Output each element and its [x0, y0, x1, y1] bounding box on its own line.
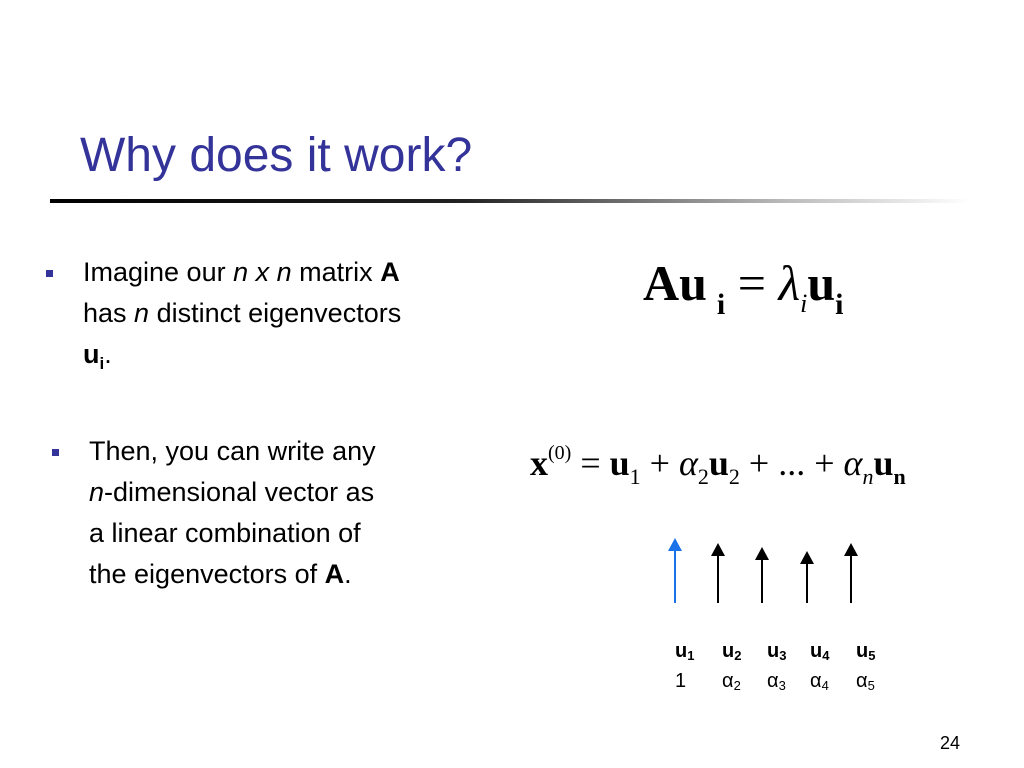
- eigenvector-arrows: [660, 535, 870, 607]
- coef-alpha4: [810, 670, 829, 692]
- label-u1: [675, 640, 694, 662]
- text-run: .: [104, 339, 112, 369]
- eq-sub: n: [862, 464, 874, 489]
- eq-alpha: α: [678, 443, 698, 483]
- eq-u: u: [873, 443, 894, 483]
- bold-matrix-A: A: [380, 257, 400, 287]
- eigen-equation: [643, 254, 844, 321]
- linear-combination-equation: [530, 442, 906, 489]
- page-number: 24: [940, 733, 961, 753]
- text-run: Imagine our: [83, 257, 234, 287]
- eq-sub-i: i: [716, 288, 726, 321]
- bold-u: u: [83, 339, 100, 369]
- label-u: u: [675, 640, 688, 662]
- text-run: -dimensional vector as: [104, 477, 375, 507]
- subscript-i: i: [99, 354, 105, 373]
- text-run: the eigenvectors of: [89, 559, 325, 589]
- label-u: u: [810, 640, 823, 662]
- eq-A: A: [643, 255, 680, 311]
- eq-superscript: (0): [548, 442, 572, 464]
- eq-u: u: [708, 443, 729, 483]
- bullet-marker: [46, 270, 53, 277]
- arrow-up-icon: [755, 547, 769, 603]
- eq-equals: =: [725, 255, 779, 311]
- coef-alpha3: [767, 670, 786, 692]
- coef-1: [675, 670, 686, 692]
- text-run: matrix: [291, 257, 381, 287]
- eq-plus-ellipsis: + ... +: [739, 443, 844, 483]
- text-run: Then, you can write any: [89, 436, 376, 466]
- title-divider: [50, 199, 970, 203]
- eq-plus: +: [640, 443, 679, 483]
- label-u5: [856, 640, 875, 662]
- eq-alpha: α: [843, 443, 863, 483]
- label-sub: 2: [734, 648, 742, 663]
- label-sub: 3: [779, 648, 787, 663]
- label-sub: 4: [822, 648, 830, 663]
- bold-matrix-A: A: [324, 559, 345, 589]
- eq-sub: 2: [697, 464, 709, 489]
- coef-sub: 4: [821, 678, 829, 693]
- coef-alpha: α: [767, 670, 779, 692]
- text-run: distinct eigenvectors: [149, 298, 402, 328]
- eq-sub: n: [893, 464, 906, 489]
- text-run: a linear combination of: [89, 518, 361, 548]
- label-u: u: [856, 640, 869, 662]
- eq-u: u: [679, 255, 707, 311]
- arrow-up-icon: [800, 551, 814, 603]
- label-sub: 5: [868, 648, 876, 663]
- coef-alpha5: [856, 670, 875, 692]
- coef-value: 1: [675, 670, 687, 692]
- coef-alpha: α: [810, 670, 822, 692]
- bullet-marker: [52, 449, 59, 456]
- label-sub: 1: [687, 648, 695, 663]
- italic-x: x: [248, 257, 277, 287]
- eq-sub-i: i: [835, 288, 844, 321]
- italic-n: n: [134, 298, 150, 328]
- eq-lambda: λ: [778, 255, 801, 311]
- label-u4: [810, 640, 829, 662]
- coef-alpha2: [722, 670, 741, 692]
- eq-sub: 1: [629, 464, 641, 489]
- text-run: has: [83, 298, 135, 328]
- coef-alpha: α: [722, 670, 734, 692]
- label-u: u: [767, 640, 780, 662]
- coef-sub: 3: [778, 678, 786, 693]
- eq-x: x: [530, 443, 548, 483]
- coef-alpha: α: [856, 670, 868, 692]
- italic-n: n: [276, 257, 292, 287]
- coef-sub: 2: [733, 678, 741, 693]
- eq-sub: 2: [728, 464, 740, 489]
- eq-equals: =: [571, 443, 610, 483]
- coef-sub: 5: [867, 678, 875, 693]
- bullet-text-1: [83, 252, 503, 375]
- eq-lambda-sub: i: [800, 289, 808, 318]
- arrow-up-icon: [844, 543, 858, 603]
- label-u3: [767, 640, 786, 662]
- label-u2: [722, 640, 741, 662]
- bullet-text-2: [89, 431, 509, 595]
- eq-u: u: [609, 443, 630, 483]
- arrow-up-icon: [711, 543, 725, 603]
- italic-n: n: [233, 257, 249, 287]
- italic-n: n: [89, 477, 105, 507]
- arrow-up-icon: [668, 538, 682, 603]
- label-u: u: [722, 640, 735, 662]
- text-run: .: [344, 559, 352, 589]
- slide-title: Why does it work?: [80, 129, 473, 182]
- eq-u: u: [807, 255, 836, 311]
